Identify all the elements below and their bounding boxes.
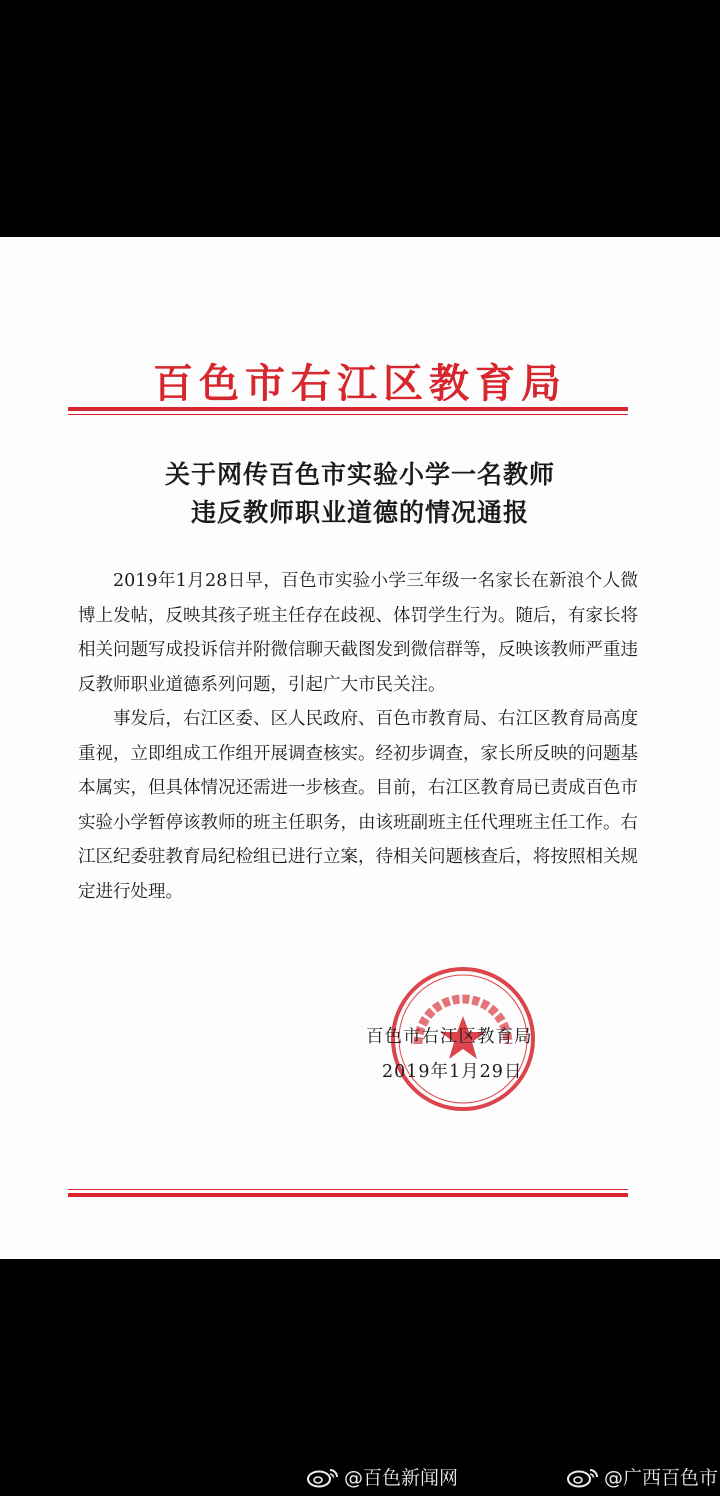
- weibo-icon: [306, 1466, 340, 1488]
- header-rule-thin: [68, 414, 628, 415]
- notice-title-line2: 违反教师职业道德的情况通报: [190, 498, 529, 527]
- paragraph-1: 2019年1月28日早，百色市实验小学三年级一名家长在新浪个人微博上发帖，反映其孩子班主任存在歧视、体罚学生行为。随后，有家长将相关问题写成投诉信并附微信聊天截图发到微信群等，反映该教师严重违反教师职业道德系列问题，引起广大市民关注。: [78, 571, 638, 695]
- header-rule-thick: [68, 407, 628, 411]
- document-page: [0, 237, 720, 1259]
- notice-title-line1: 关于网传百色市实验小学一名教师: [164, 460, 555, 489]
- watermark-handle-2: @广西百色市: [604, 1467, 719, 1489]
- footer-rule-thin: [68, 1189, 628, 1190]
- watermark-baise-news: [306, 1463, 458, 1490]
- notice-body: [78, 564, 638, 909]
- letterhead-title: 百色市右江区教育局: [153, 360, 567, 407]
- weibo-icon: [566, 1466, 600, 1488]
- signature-date: 2019年1月29日: [382, 1062, 523, 1082]
- paragraph-2: 事发后，右江区委、区人民政府、百色市教育局、右江区教育局高度重视，立即组成工作组开展调查核实。经初步调查，家长所反映的问题基本属实，但具体情况还需进一步核查。目前，右江区教育局已责成百色市实验小学暂停该教师的班主任职务，由该班副班主任代理班主任工作。右江区纪委驻教育局纪检组已进行立案，待相关问题核查后，将按照相关规定进行处理。: [78, 709, 638, 902]
- footer-rule-thick: [68, 1193, 628, 1197]
- watermark-guangxi-baise: [566, 1463, 718, 1490]
- signature-org: 百色市右江区教育局: [366, 1027, 533, 1047]
- watermark-handle-1: @百色新闻网: [344, 1467, 459, 1489]
